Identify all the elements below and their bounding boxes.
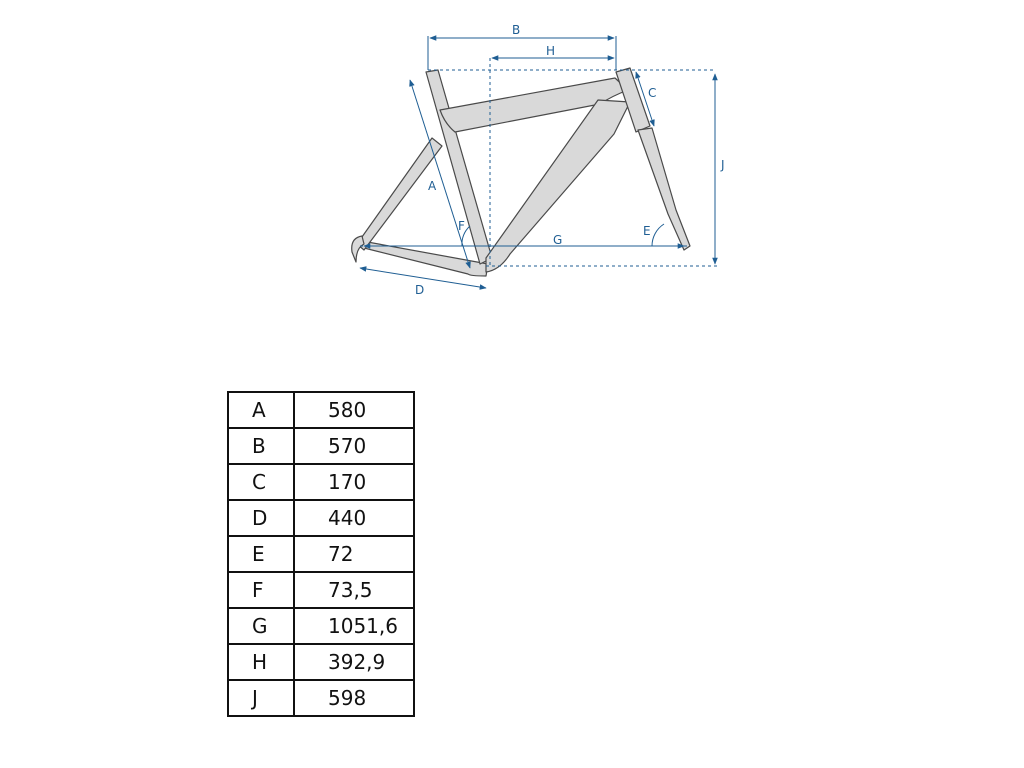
dimension-key: E [228, 536, 294, 572]
dimension-e-label: E [643, 224, 651, 238]
dimension-key: H [228, 644, 294, 680]
dimension-value: 170 [294, 464, 414, 500]
angle-e-arc [652, 224, 664, 246]
dimension-value: 1051,6 [294, 608, 414, 644]
dimension-value: 72 [294, 536, 414, 572]
table-row [228, 608, 414, 644]
dimension-g-label: G [553, 233, 563, 247]
dimension-value: 598 [294, 680, 414, 716]
dimension-value: 580 [294, 392, 414, 428]
dimension-a-label: A [428, 179, 437, 193]
table-row [228, 644, 414, 680]
dimension-key: B [228, 428, 294, 464]
dimension-d-label: D [415, 283, 425, 297]
seat-stay [357, 138, 442, 250]
dimension-value: 570 [294, 428, 414, 464]
dimension-key: C [228, 464, 294, 500]
dimension-f-label: F [458, 219, 465, 233]
dimension-c-label: C [648, 86, 657, 100]
table-row [228, 428, 414, 464]
dimension-b-label: B [512, 23, 521, 37]
dimension-key: D [228, 500, 294, 536]
dimension-key: A [228, 392, 294, 428]
bike-frame [352, 68, 690, 276]
dimension-h-label: H [546, 44, 556, 58]
dimension-value: 440 [294, 500, 414, 536]
dimension-value: 73,5 [294, 572, 414, 608]
table-row [228, 500, 414, 536]
dimension-key: G [228, 608, 294, 644]
frame-geometry-diagram [0, 0, 1024, 320]
table-row [228, 680, 414, 716]
table-row [228, 536, 414, 572]
table-row [228, 464, 414, 500]
geometry-table [227, 391, 415, 717]
dimension-value: 392,9 [294, 644, 414, 680]
table-row [228, 572, 414, 608]
dimension-key: F [228, 572, 294, 608]
dimension-j-label: J [721, 158, 725, 172]
dimension-key: J [228, 680, 294, 716]
table-row [228, 392, 414, 428]
